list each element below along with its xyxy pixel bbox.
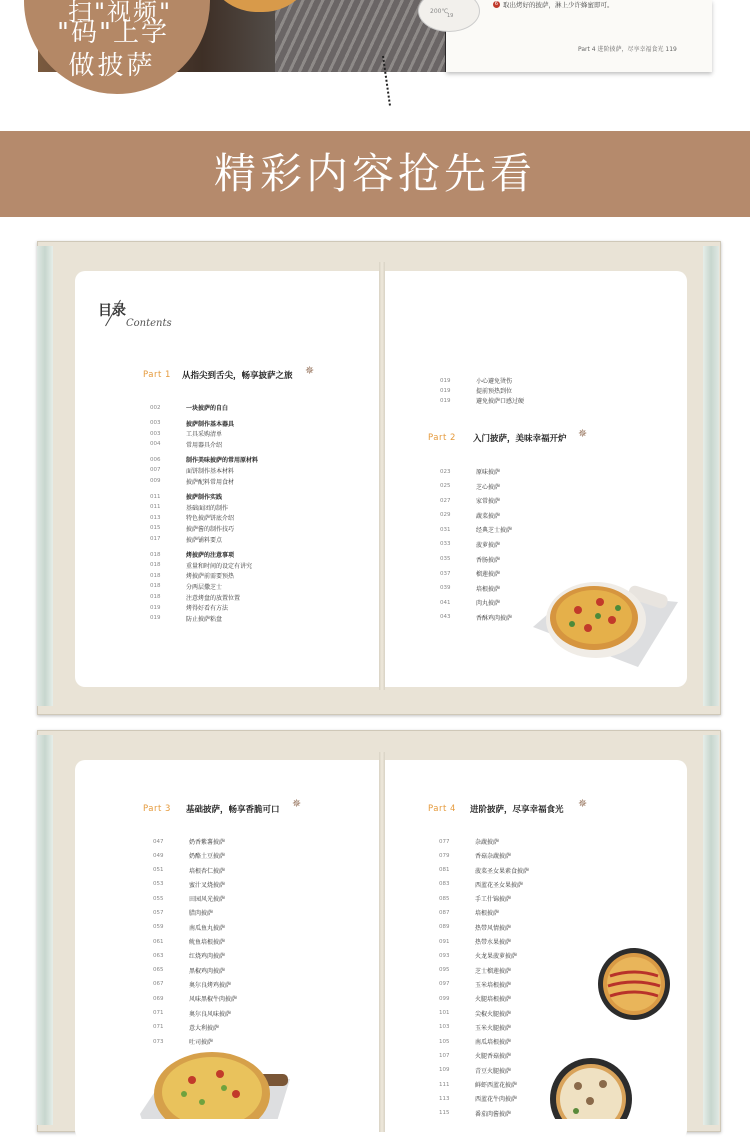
badge-line-2: "码"上学	[57, 18, 169, 48]
toc-entry-page: 003	[150, 420, 161, 427]
part1-entry-list	[150, 397, 259, 623]
toc-entry	[440, 505, 512, 520]
toc-entry-title: 奥尔良风味披萨	[189, 1010, 232, 1018]
toc-entry	[440, 592, 512, 607]
toc-entry	[440, 476, 512, 491]
toc-entry	[153, 945, 237, 959]
toc-entry-page: 105	[439, 1038, 450, 1045]
toc-entry-page: 055	[153, 895, 164, 902]
toc-entry	[150, 413, 258, 428]
step-text: 取出烤好的披萨，淋上少许蜂蜜即可。	[503, 1, 614, 9]
toc-entry-title: 培根披萨	[476, 585, 501, 593]
toc-entry-page: 089	[439, 924, 450, 931]
toc-entry-title: 玉米培根披萨	[475, 981, 512, 989]
toc-entry-title: 香酥鸡肉披萨	[476, 614, 513, 622]
toc-entry-title: 常用器具介绍	[186, 441, 223, 449]
toc-entry-title: 注意烤盘的放置位置	[186, 594, 241, 602]
toc-entry	[439, 845, 529, 859]
toc-entry-page: 111	[439, 1081, 450, 1088]
toc-entry-page: 027	[440, 497, 451, 504]
toc-entry-title: 培根杏仁披萨	[189, 867, 226, 875]
toc-entry	[150, 544, 258, 560]
toc-entry-page: 019	[440, 387, 451, 394]
part3-title: 基础披萨，畅享香脆可口	[186, 805, 280, 815]
toc-entry-page: 019	[150, 615, 161, 622]
pizza-illustration	[528, 572, 678, 672]
toc-entry-page: 018	[150, 572, 161, 579]
toc-entry-page: 061	[153, 938, 164, 945]
toc-entry	[150, 608, 258, 623]
toc-entry-title: 意大利披萨	[189, 1024, 220, 1032]
star-ornament-icon: ✵	[578, 797, 588, 810]
toc-entry	[150, 518, 258, 533]
toc-entry	[150, 504, 258, 523]
toc-entry	[439, 1060, 529, 1074]
toc-entry-title: 腊肉披萨	[189, 910, 214, 918]
toc-entry-page: 007	[150, 467, 161, 474]
toc-entry-page: 002	[150, 404, 161, 411]
star-ornament-icon: ✵	[305, 364, 315, 377]
toc-entry-page: 017	[150, 536, 161, 543]
toc-entry-page: 065	[153, 967, 164, 974]
toc-entry	[153, 860, 237, 874]
toc-entry	[440, 578, 512, 593]
toc-entry-title: 特色披萨饼底介绍	[186, 515, 235, 523]
toc-entry	[439, 1045, 529, 1059]
toc-entry	[439, 1074, 529, 1088]
toc-entry-title: 芝心披萨	[476, 483, 501, 491]
toc-entry-title: 香肠披萨	[476, 556, 501, 564]
toc-entry	[150, 397, 258, 412]
toc-entry-title: 奶香紫薯披萨	[189, 839, 226, 846]
toc-entry-page: 107	[439, 1052, 450, 1059]
toc-entry	[153, 902, 237, 916]
toc-entry-page: 025	[440, 483, 451, 490]
toc-entry	[439, 931, 529, 945]
toc-entry-page: 009	[150, 478, 161, 485]
toc-entry	[153, 917, 237, 931]
toc-entry-title: 避免披萨口感过硬	[476, 398, 525, 406]
toc-entry-title: 香菇杂蔬披萨	[475, 853, 512, 861]
page-edges-left	[37, 735, 53, 1125]
toc-entry-page: 049	[153, 852, 164, 859]
toc-entry	[440, 563, 512, 578]
toc-entry-page: 097	[439, 981, 450, 988]
toc-entry-title: 鲜虾西蓝花披萨	[475, 1082, 518, 1090]
book-spine	[379, 752, 385, 1132]
toc-entry-title: 火龙果菠萝披萨	[475, 953, 518, 961]
toc-entry	[439, 831, 529, 845]
toc-entry-page: 053	[153, 881, 164, 888]
toc-entry-page: 077	[439, 838, 450, 845]
toc-entry-page: 018	[150, 583, 161, 590]
toc-entry-page: 059	[153, 924, 164, 931]
toc-entry	[150, 434, 258, 449]
toc-heading-sub: Contents	[126, 318, 172, 329]
toc-entry-page: 031	[440, 526, 451, 533]
toc-entry	[439, 1003, 529, 1017]
toc-entry-page: 113	[439, 1095, 450, 1102]
toc-entry-page: 043	[440, 614, 451, 621]
badge-line-3: 做披萨	[68, 51, 156, 81]
toc-entry-title: 芝士榴莲披萨	[475, 967, 512, 975]
toc-entry	[153, 931, 237, 945]
toc-entry-title: 工具采购清单	[186, 431, 223, 439]
toc-entry-page: 095	[439, 967, 450, 974]
toc-entry-page: 029	[440, 512, 451, 519]
toc-entry	[150, 471, 258, 486]
toc-entry	[153, 988, 237, 1002]
toc-entry	[153, 888, 237, 902]
toc-entry-page: 073	[153, 1038, 164, 1045]
toc-entry-title: 西蓝花圣女果披萨	[475, 881, 524, 889]
toc-entry-page: 099	[439, 995, 450, 1002]
toc-entry-title: 一块披萨的自白	[186, 405, 229, 412]
toc-entry	[439, 1017, 529, 1031]
part3-entry-list	[153, 831, 237, 1045]
toc-entry-title: 西蓝花牛肉披萨	[475, 1096, 518, 1104]
toc-entry-page: 051	[153, 867, 164, 874]
toc-entry	[150, 420, 258, 439]
toc-entry-title: 基础面团的制作	[186, 504, 229, 512]
toc-entry	[440, 490, 512, 505]
toc-entry-page: 079	[439, 852, 450, 859]
page-edges-left	[37, 246, 53, 706]
toc-entry	[439, 988, 529, 1002]
toc-entry-page: 041	[440, 599, 451, 606]
toc-entry-title: 烤披萨前需要预热	[186, 573, 235, 581]
part4-label: Part 4	[428, 804, 456, 814]
toc-entry-title: 青豆火腿披萨	[475, 1067, 512, 1075]
toc-entry-title: 风味黑椒牛肉披萨	[189, 996, 238, 1004]
toc-entry-title: 披萨制作基本器具	[186, 420, 235, 428]
part4-title: 进阶披萨，尽享幸福食光	[470, 805, 564, 815]
toc-entry	[439, 945, 529, 959]
toc-entry-page: 083	[439, 881, 450, 888]
toc-entry-title: 制作美味披萨的常用原材料	[186, 457, 259, 465]
toc-entry-title: 烤披萨的注意事项	[186, 552, 235, 560]
toc-entry-page: 006	[150, 456, 161, 463]
banner-title: 精彩内容抢先看	[213, 149, 536, 198]
toc-entry	[439, 874, 529, 888]
toc-entry	[153, 1003, 237, 1017]
toc-entry-title: 热带水果披萨	[475, 939, 512, 947]
toc-entry-page: 071	[153, 1010, 164, 1017]
toc-entry-title: 南瓜鱼丸披萨	[189, 924, 226, 932]
toc-entry	[439, 860, 529, 874]
baking-temperature: 200℃	[430, 8, 449, 15]
toc-entry-title: 披萨配料常用食材	[186, 478, 235, 486]
toc-entry-page: 063	[153, 952, 164, 959]
toc-entry	[150, 449, 259, 465]
toc-entry	[153, 960, 237, 974]
toc-entry-title: 披萨酱的制作技巧	[186, 525, 235, 533]
part2-label: Part 2	[428, 433, 456, 443]
toc-entry-page: 013	[150, 514, 161, 521]
toc-entry-title: 红烧鸡肉披萨	[189, 953, 226, 961]
step-number: 6	[494, 1, 499, 7]
toc-entry-page: 018	[150, 594, 161, 600]
toc-entry	[439, 917, 529, 931]
toc-entry	[150, 529, 258, 544]
toc-entry-page: 011	[150, 493, 161, 500]
toc-entry	[439, 960, 529, 974]
page-edges-right	[703, 735, 719, 1125]
toc-entry-page: 011	[150, 504, 161, 511]
star-ornament-icon: ✵	[578, 427, 588, 440]
toc-entry-page: 047	[153, 838, 164, 845]
toc-entry	[150, 555, 258, 570]
toc-entry	[150, 576, 258, 591]
toc-entry-page: 035	[440, 556, 451, 563]
toc-entry	[439, 1103, 529, 1117]
toc-entry-page: 103	[439, 1024, 450, 1031]
toc-entry	[440, 387, 525, 406]
baking-time: 19	[447, 13, 454, 19]
toc-entry	[440, 534, 512, 549]
toc-entry-page: 019	[440, 397, 451, 404]
part1-label: Part 1	[143, 370, 171, 380]
toc-entry	[153, 831, 237, 845]
toc-entry-title: 番茄肉酱披萨	[475, 1110, 512, 1118]
toc-entry	[150, 497, 258, 512]
toc-entry-title: 分两层撒芝士	[186, 583, 223, 591]
toc-entry	[440, 549, 512, 564]
toc-entry	[153, 974, 237, 988]
toc-entry-page: 081	[439, 867, 450, 874]
toc-entry-title: 奶酪土豆披萨	[189, 853, 226, 861]
part4-entry-list	[439, 831, 529, 1117]
toc-entry-title: 提前预热到位	[476, 388, 513, 396]
part1-cont-entry-list	[440, 370, 525, 406]
toc-entry-title: 面饼制作基本材料	[186, 467, 235, 475]
toc-entry-title: 火腿香菇披萨	[475, 1053, 512, 1061]
toc-entry	[440, 607, 512, 622]
toc-entry-page: 019	[150, 604, 161, 611]
badge-line-1: 扫"视频"	[67, 0, 173, 26]
toc-entry-page: 003	[150, 430, 161, 437]
toc-entry-page: 018	[150, 551, 161, 558]
toc-entry-page: 101	[439, 1010, 450, 1017]
toc-entry-page: 019	[440, 377, 451, 384]
page-footer: Part 4 进阶披萨，尽享幸福食光 119	[578, 46, 677, 53]
toc-entry-title: 菠萝披萨	[476, 541, 501, 549]
toc-entry	[440, 377, 524, 396]
toc-entry	[440, 461, 512, 476]
toc-entry	[439, 974, 529, 988]
toc-entry-page: 039	[440, 585, 451, 592]
toc-entry-page: 093	[439, 952, 450, 959]
toc-entry-title: 披萨铺料要点	[186, 536, 223, 544]
toc-entry-title: 菠菜圣女果素食披萨	[475, 867, 530, 875]
toc-entry-page: 091	[439, 938, 450, 945]
toc-entry-title: 火腿培根披萨	[475, 996, 512, 1004]
toc-entry-title: 榴莲披萨	[476, 571, 501, 579]
toc-entry-title: 鱿鱼培根披萨	[189, 939, 226, 947]
toc-entry-title: 披萨制作实践	[186, 494, 223, 502]
toc-entry	[150, 486, 258, 502]
toc-entry-page: 115	[439, 1110, 450, 1117]
pizza-illustration	[140, 1044, 290, 1119]
toc-entry-title: 经典芝士披萨	[476, 527, 513, 535]
toc-heading: 目录	[98, 303, 126, 319]
toc-entry-title: 防止披萨粘盘	[186, 615, 223, 623]
toc-entry-page: 033	[440, 541, 451, 548]
toc-entry-page: 085	[439, 895, 450, 902]
toc-entry-title: 培根披萨	[475, 910, 500, 918]
page-edges-right	[703, 246, 719, 706]
toc-entry-title: 田园风光披萨	[189, 896, 226, 904]
toc-entry	[439, 1031, 529, 1045]
toc-entry-title: 吐司披萨	[189, 1039, 214, 1047]
toc-entry-title: 奥尔良烤鸡披萨	[189, 981, 232, 989]
toc-entry-title: 小心避免烫伤	[476, 378, 513, 385]
toc-entry	[439, 902, 529, 916]
toc-entry-page: 109	[439, 1067, 450, 1074]
part1-title: 从指尖到舌尖，畅享披萨之旅	[182, 371, 293, 381]
toc-entry	[439, 1088, 529, 1102]
toc-entry-title: 肉丸披萨	[476, 600, 501, 608]
toc-entry-title: 家常披萨	[476, 498, 501, 506]
toc-entry-page: 018	[150, 562, 161, 569]
toc-entry-page: 067	[153, 981, 164, 988]
toc-entry-title: 杂蔬披萨	[475, 839, 500, 846]
toc-entry-page: 071	[153, 1024, 164, 1031]
toc-entry-title: 黑椒鸡肉披萨	[189, 967, 226, 975]
toc-entry-title: 重量和时间的设定有讲究	[186, 562, 253, 570]
toc-entry	[150, 587, 258, 602]
toc-entry-title: 尖椒火腿披萨	[475, 1010, 512, 1018]
toc-entry-title: 玉米火腿披萨	[475, 1024, 512, 1032]
toc-entry-title: 蜜汁叉烧披萨	[189, 881, 226, 889]
toc-entry	[440, 519, 512, 534]
toc-entry-page: 057	[153, 909, 164, 916]
toc-entry-title: 手工什锦披萨	[475, 896, 512, 904]
toc-entry	[150, 594, 258, 613]
toc-entry	[439, 888, 529, 902]
toc-entry-title: 蔬菜披萨	[476, 512, 501, 520]
toc-entry	[153, 874, 237, 888]
toc-entry	[153, 1017, 237, 1031]
toc-entry-page: 015	[150, 525, 161, 532]
toc-entry	[440, 370, 524, 385]
toc-entry-page: 087	[439, 909, 450, 916]
toc-entry-title: 南瓜培根披萨	[475, 1039, 512, 1047]
pizza-illustration	[596, 946, 672, 1022]
book-spine	[379, 262, 385, 690]
toc-entry	[153, 845, 237, 859]
pizza-illustration	[548, 1056, 634, 1119]
part3-label: Part 3	[143, 804, 171, 814]
toc-entry-page: 069	[153, 995, 164, 1002]
toc-entry-page: 037	[440, 570, 451, 577]
recipe-page	[446, 0, 712, 72]
toc-entry-page: 023	[440, 468, 451, 475]
toc-entry-title: 烤得好看有方法	[186, 605, 229, 613]
part2-title: 入门披萨，美味幸福开炉	[473, 434, 567, 444]
part2-entry-list	[440, 461, 512, 622]
toc-entry-page: 004	[150, 441, 161, 448]
toc-entry-title: 原味披萨	[476, 469, 501, 476]
toc-entry-title: 热带风情披萨	[475, 924, 512, 932]
star-ornament-icon: ✵	[292, 797, 302, 810]
